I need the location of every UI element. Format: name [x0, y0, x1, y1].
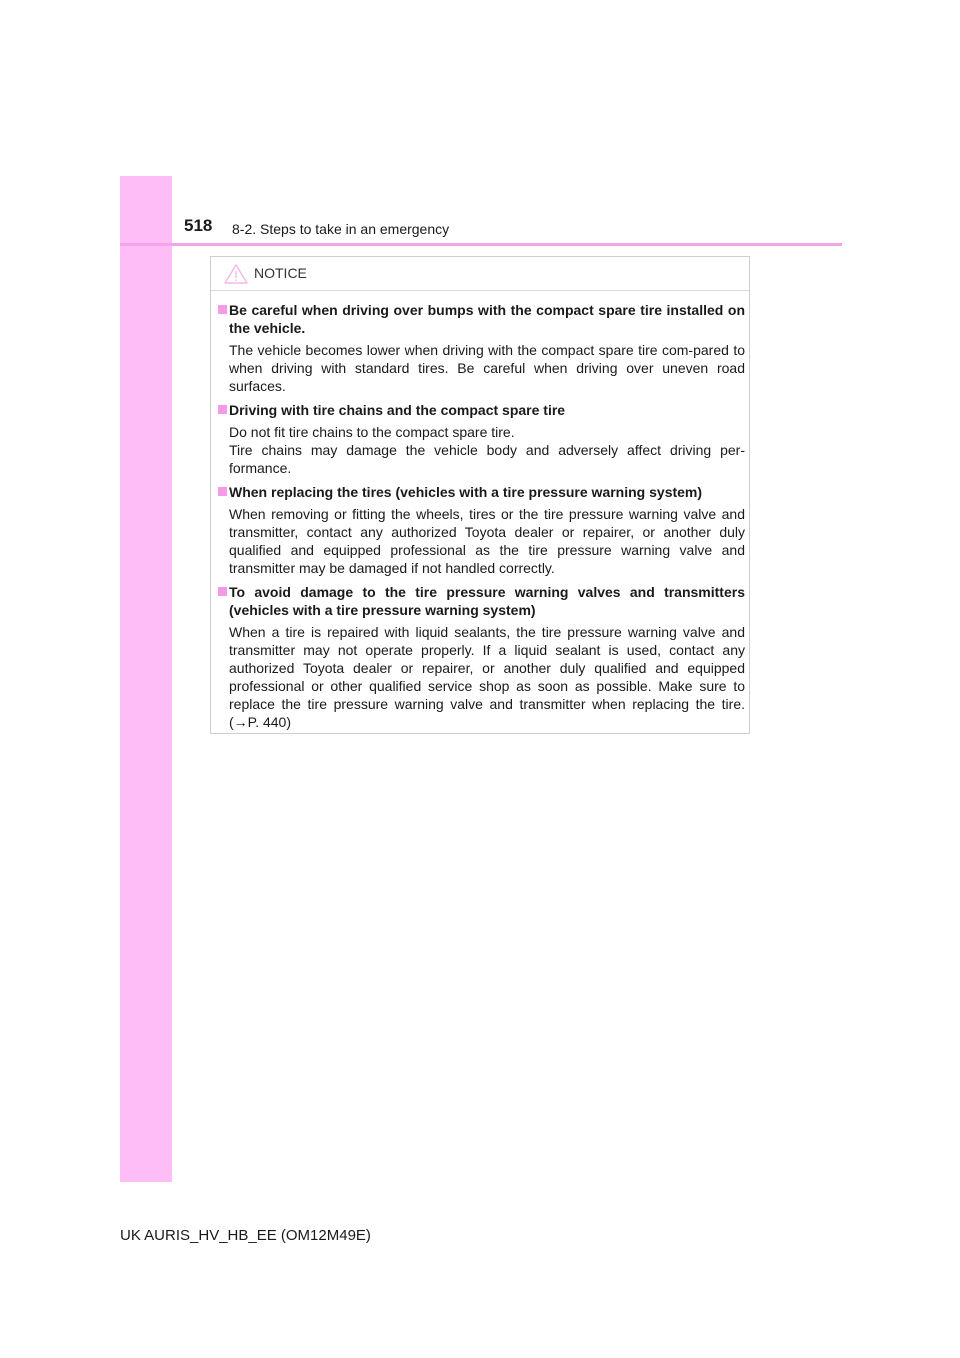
notice-item-paragraph: When a tire is repaired with liquid sealants, the tire pressure warning valve and transmitter may not operate properly. If a liquid sealant is used, contact any authorized Toyota dealer or repairer, or another duly qualified and equipped professional or other qualified service shop as soon as possible. Make sure to replace the tire pressure warning valve and transmitter when replacing the tire. (→P. 440) — [229, 624, 745, 730]
notice-item — [218, 483, 745, 577]
notice-item-heading — [218, 301, 745, 337]
notice-item-paragraph: The vehicle becomes lower when driving with the compact spare tire com-pared to when driving with standard tires. Be careful when driving over uneven road surfaces. — [229, 342, 745, 394]
notice-item — [218, 583, 745, 731]
notice-box — [210, 256, 750, 734]
notice-item-paragraph: Do not fit tire chains to the compact spare tire. — [229, 424, 515, 440]
notice-item-heading-text: When replacing the tires (vehicles with a tire pressure warning system) — [229, 484, 703, 500]
square-bullet-icon — [218, 587, 227, 596]
header-rule — [120, 243, 842, 246]
notice-label: NOTICE — [254, 265, 307, 281]
warning-triangle-icon — [223, 263, 249, 285]
notice-item-heading-text: Driving with tire chains and the compact spare tire — [229, 402, 566, 418]
notice-item — [218, 301, 745, 395]
notice-item-body — [218, 341, 745, 395]
square-bullet-icon — [218, 405, 227, 414]
notice-item-paragraph: Tire chains may damage the vehicle body and adversely affect driving per-formance. — [229, 442, 745, 476]
notice-item-heading — [218, 483, 745, 501]
notice-item-heading-text: To avoid damage to the tire pressure warning valves and transmitters (vehicles with a tire pressure warning system) — [229, 584, 745, 618]
document-footer: UK AURIS_HV_HB_EE (OM12M49E) — [120, 1227, 371, 1244]
notice-item-body — [218, 423, 745, 477]
notice-item-body — [218, 623, 745, 731]
notice-item-heading — [218, 401, 745, 419]
notice-item-heading — [218, 583, 745, 619]
square-bullet-icon — [218, 305, 227, 314]
notice-item-paragraph: When removing or fitting the wheels, tires or the tire pressure warning valve and transmitter, contact any authorized Toyota dealer or repairer, or another duly qualified and equipped professional as the tire pressure warning valve and transmitter may be damaged if not handled correctly. — [229, 506, 745, 576]
page-number: 518 — [184, 216, 213, 235]
section-title: 8-2. Steps to take in an emergency — [232, 221, 450, 237]
notice-header — [211, 257, 749, 291]
chapter-sidebar-tab — [120, 176, 172, 1182]
notice-content — [218, 301, 745, 737]
notice-item-heading-text: Be careful when driving over bumps with the compact spare tire installed on the vehicle. — [229, 302, 745, 336]
square-bullet-icon — [218, 487, 227, 496]
notice-item-body — [218, 505, 745, 577]
notice-item — [218, 401, 745, 477]
